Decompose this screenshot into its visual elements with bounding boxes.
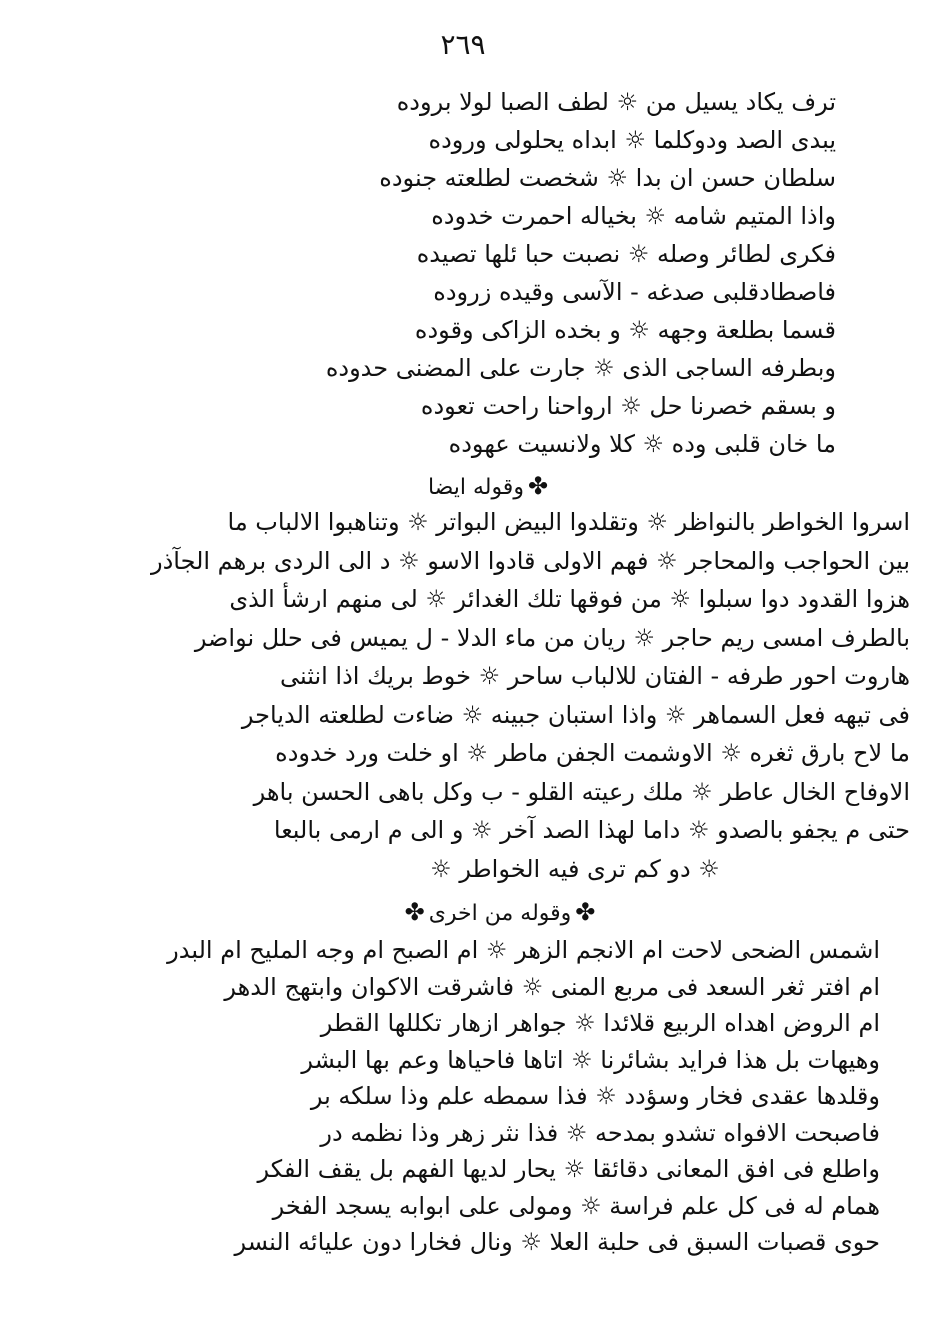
verse-line: همام له فى كل علم فراسة ☼ ومولى على ابوابه يسجد الفخر — [272, 1191, 880, 1220]
verse-line: واذا المتيم شامه ☼ بخياله احمرت خدوده — [431, 202, 836, 230]
verse-line: اسروا الخواطر بالنواظر ☼ وتقلدوا البيض البواتر ☼ وتناهبوا الالباب ما — [227, 508, 910, 536]
verse-line: وهيهات بل هذا فرايد بشائرنا ☼ اتاها فاحياها وعم بها البشر — [301, 1045, 880, 1074]
page-number: ٢٦٩ — [440, 28, 486, 61]
verse-line: وبطرفه الساجى الذى ☼ جارت على المضنى حدوده — [325, 354, 836, 382]
poem-1 — [300, 90, 836, 470]
verse-line: واطلع فى افق المعانى دقائقا ☼ يحار لديها الفهم بل يقف الفكر — [257, 1155, 880, 1183]
verse-line: هاروت احور طرفه - الفتان للالباب ساحر ☼ خوط بريك اذا انثنى — [279, 662, 910, 690]
poem-2 — [150, 508, 910, 895]
verse-line: الاوفاح الخال عاطر ☼ ملك رعيته القلو - ب وكل باهى الحسن باهر — [253, 777, 910, 806]
verse-line: اشمس الضحى لاحت ام الانجم الزهر ☼ ام الصبح ام وجه المليح ام البدر — [167, 936, 880, 964]
verse-line: فى تيهه فعل السماهر ☼ واذا استبان جبينه ☼ ضاءت لطلعته الدياجر — [241, 700, 910, 729]
verse-line: هزوا القدود دوا سبلوا ☼ من فوقها تلك الغدائر ☼ لى منهم ارشأ الذى — [229, 585, 910, 613]
verse-line: قسما بطلعة وجهه ☼ و بخده الزاكى وقوده — [414, 316, 836, 344]
verse-line: و بسقم خصرنا حل ☼ ارواحنا راحت تعوده — [420, 392, 836, 420]
ornament-icon: ✤ — [527, 472, 549, 500]
section-heading-2: ✤وقوله من اخرى✤ — [400, 898, 600, 926]
verse-line: ما خان قلبى وده ☼ كلا ولانسيت عهوده — [448, 430, 836, 458]
verse-line: يبدى الصد ودوكلما ☼ ابداه يحلولى وروده — [428, 126, 836, 154]
verse-line: ما لاح بارق ثغره ☼ الاوشمت الجفن ماطر ☼ او خلت ورد خدوده — [275, 739, 910, 767]
verse-line: سلطان حسن ان بدا ☼ شخصت لطلعته جنوده — [379, 164, 836, 192]
verse-line: فاصطادقلبى صدغه - الآسى وقيده زروده — [433, 278, 836, 306]
verse-line: بالطرف امسى ريم حاجر ☼ ريان من ماء الدلا - ل يميس فى حلل نواضر — [194, 623, 910, 652]
poem-3 — [167, 936, 880, 1267]
ornament-icon: ✤ — [404, 898, 425, 926]
verse-line: ام الروض اهداه الربيع قلائدا ☼ جواهر ازهار تكللها القطر — [320, 1009, 880, 1037]
verse-line: وقلدها عقدى فخار وسؤدد ☼ فذا سمطه علم وذا سلكه بر — [310, 1082, 880, 1110]
verse-line: ترف يكاد يسيل من ☼ لطف الصبا لولا بروده — [396, 88, 836, 116]
verse-line: فكرى لطائر وصله ☼ نصبت حبا ئلها تصيده — [416, 240, 836, 268]
verse-line: حوى قصبات السبق فى حلبة العلا ☼ ونال فخارا دون عليائه النسر — [234, 1228, 880, 1256]
verse-line: حتى م يجفو بالصدو ☼ داما لهذا الصد آخر ☼ و الى م ارمى بالبعا — [273, 816, 910, 844]
verse-line: فاصبحت الافواه تشدو بمدحه ☼ فذا نثر زهر وذا نظمه در — [320, 1118, 880, 1147]
verse-line: بين الحواجب والمحاجر ☼ فهم الاولى قادوا الاسو ☼ د الى الردى برهم الجآذر — [150, 546, 910, 575]
ornament-icon: ✤ — [575, 898, 596, 926]
section-heading-1: ✤وقوله ايضا — [400, 472, 580, 500]
verse-line: ام افتر ثغر السعد فى مربع المنى ☼ فاشرقت الاكوان وابتهج الدهر — [224, 972, 880, 1001]
verse-line: ☼ دو كم ترى فيه الخواطر ☼ — [430, 854, 720, 883]
